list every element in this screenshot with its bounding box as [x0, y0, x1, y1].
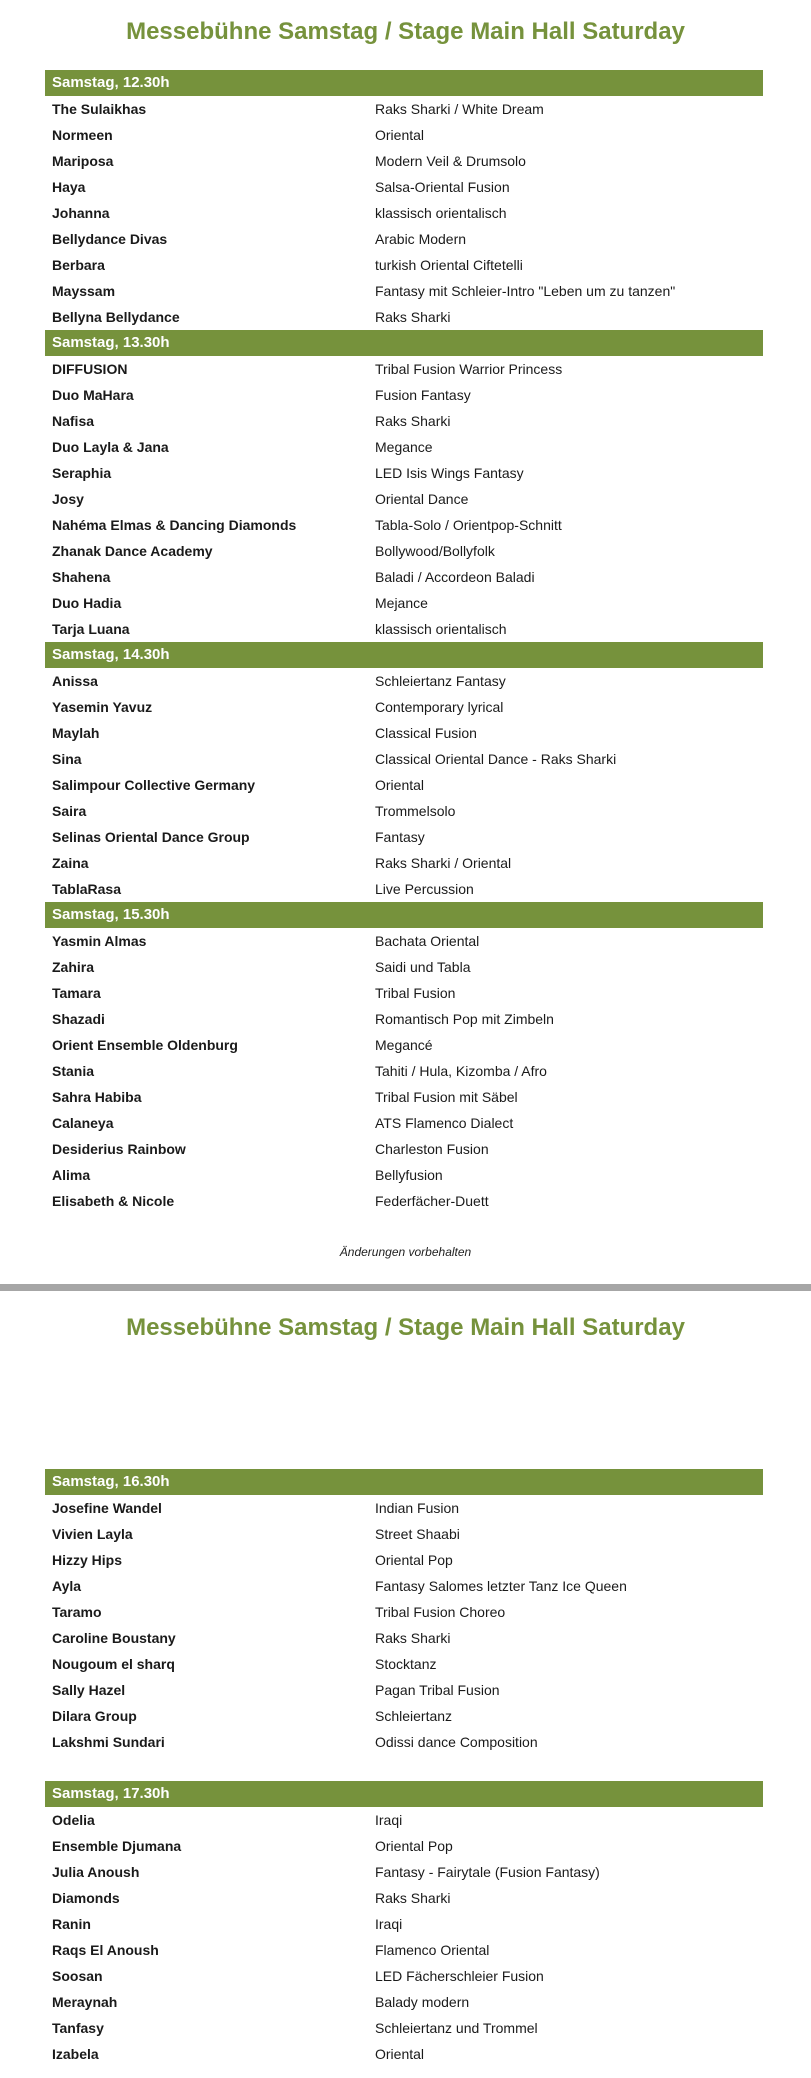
performer-name: Shahena: [52, 569, 111, 585]
performance-row: [45, 538, 763, 564]
performer-name: Shazadi: [52, 1011, 105, 1027]
performance-row: [45, 1136, 763, 1162]
performance-row: [45, 1729, 763, 1755]
performer-name: DIFFUSION: [52, 361, 128, 377]
performer-name: Ensemble Djumana: [52, 1838, 182, 1854]
dance-style: Romantisch Pop mit Zimbeln: [375, 1011, 554, 1027]
performance-row: [45, 1573, 763, 1599]
performance-row: [45, 356, 763, 382]
performer-name: Maylah: [52, 725, 100, 741]
performance-row: [45, 226, 763, 252]
page-title: Messebühne Samstag / Stage Main Hall Saturday: [126, 18, 685, 45]
performance-row: [45, 1006, 763, 1032]
performer-name: Meraynah: [52, 1994, 118, 2010]
dance-style: Tribal Fusion: [375, 985, 456, 1001]
dance-style: Bellyfusion: [375, 1167, 443, 1183]
performance-row: [45, 1032, 763, 1058]
dance-style: Modern Veil & Drumsolo: [375, 153, 526, 169]
performance-row: [45, 720, 763, 746]
performance-row: [45, 1963, 763, 1989]
performer-name: Vivien Layla: [52, 1526, 133, 1542]
performer-name: Johanna: [52, 205, 110, 221]
time-slot-header: Samstag, 13.30h: [45, 330, 763, 356]
dance-style: Iraqi: [375, 1812, 403, 1828]
dance-style: Fantasy - Fairytale (Fusion Fantasy): [375, 1864, 600, 1880]
performer-name: Ranin: [52, 1916, 91, 1932]
time-block: [45, 642, 763, 902]
performance-row: [45, 1521, 763, 1547]
performer-name: Nafisa: [52, 413, 95, 429]
dance-style: Schleiertanz und Trommel: [375, 2020, 538, 2036]
dance-style: Fantasy Salomes letzter Tanz Ice Queen: [375, 1578, 627, 1594]
dance-style: Tabla-Solo / Orientpop-Schnitt: [375, 517, 562, 533]
dance-style: Megancé: [375, 1037, 433, 1053]
time-block: [45, 70, 763, 330]
performance-row: [45, 486, 763, 512]
dance-style: Fantasy: [375, 829, 425, 845]
dance-style: Charleston Fusion: [375, 1141, 489, 1157]
performance-row: [45, 200, 763, 226]
performance-row: [45, 1084, 763, 1110]
dance-style: LED Isis Wings Fantasy: [375, 465, 524, 481]
dance-style: Tribal Fusion Warrior Princess: [375, 361, 563, 377]
performance-row: [45, 96, 763, 122]
performer-name: Tamara: [52, 985, 101, 1001]
performance-row: [45, 1859, 763, 1885]
performer-name: Nahéma Elmas & Dancing Diamonds: [52, 517, 297, 533]
performance-row: [45, 1885, 763, 1911]
performer-name: Julia Anoush: [52, 1864, 140, 1880]
performer-name: Diamonds: [52, 1890, 120, 1906]
performer-name: Haya: [52, 179, 86, 195]
performance-row: [45, 694, 763, 720]
dance-style: Oriental: [375, 777, 425, 793]
dance-style: Arabic Modern: [375, 231, 467, 247]
performer-name: Selinas Oriental Dance Group: [52, 829, 250, 845]
dance-style: Street Shaabi: [375, 1526, 460, 1542]
performance-row: [45, 304, 763, 330]
performer-name: Zahira: [52, 959, 95, 975]
dance-style: Flamenco Oriental: [375, 1942, 490, 1958]
dance-style: Oriental: [375, 127, 425, 143]
performance-row: [45, 1989, 763, 2015]
performance-row: [45, 824, 763, 850]
time-slot-header: Samstag, 14.30h: [45, 642, 763, 668]
performance-row: [45, 564, 763, 590]
dance-style: ATS Flamenco Dialect: [375, 1115, 514, 1131]
performer-name: Seraphia: [52, 465, 112, 481]
performance-row: [45, 408, 763, 434]
performer-name: Bellyna Bellydance: [52, 309, 180, 325]
performer-name: Salimpour Collective Germany: [52, 777, 256, 793]
performer-name: Tanfasy: [52, 2020, 104, 2036]
performer-name: Lakshmi Sundari: [52, 1734, 165, 1750]
dance-style: Classical Fusion: [375, 725, 477, 741]
time-block: [45, 1781, 763, 2067]
performance-row: [45, 980, 763, 1006]
dance-style: Raks Sharki / Oriental: [375, 855, 512, 871]
performance-row: [45, 928, 763, 954]
time-block: [45, 1469, 763, 1755]
dance-style: Stocktanz: [375, 1656, 437, 1672]
dance-style: Federfächer-Duett: [375, 1193, 489, 1209]
performer-name: Elisabeth & Nicole: [52, 1193, 175, 1209]
performer-name: Sina: [52, 751, 82, 767]
performer-name: Saira: [52, 803, 87, 819]
performer-name: Josefine Wandel: [52, 1500, 162, 1516]
performance-row: [45, 876, 763, 902]
performance-row: [45, 1807, 763, 1833]
performance-row: [45, 148, 763, 174]
performer-name: Tarja Luana: [52, 621, 130, 637]
time-block: [45, 330, 763, 642]
performer-name: Duo MaHara: [52, 387, 134, 403]
performance-row: [45, 772, 763, 798]
performance-row: [45, 434, 763, 460]
performer-name: Zhanak Dance Academy: [52, 543, 213, 559]
dance-style: Indian Fusion: [375, 1500, 460, 1516]
performer-name: Mariposa: [52, 153, 114, 169]
dance-style: Fantasy mit Schleier-Intro "Leben um zu tanzen": [375, 283, 676, 299]
dance-style: Balady modern: [375, 1994, 470, 2010]
performance-row: [45, 1625, 763, 1651]
page-divider: [0, 1284, 811, 1291]
performance-row: [45, 798, 763, 824]
dance-style: Megance: [375, 439, 433, 455]
performer-name: Taramo: [52, 1604, 102, 1620]
dance-style: Raks Sharki: [375, 309, 451, 325]
dance-style: LED Fächerschleier Fusion: [375, 1968, 544, 1984]
dance-style: Pagan Tribal Fusion: [375, 1682, 500, 1698]
dance-style: Tahiti / Hula, Kizomba / Afro: [375, 1063, 547, 1079]
performance-row: [45, 512, 763, 538]
performer-name: Caroline Boustany: [52, 1630, 176, 1646]
dance-style: Tribal Fusion mit Säbel: [375, 1089, 518, 1105]
performance-row: [45, 1677, 763, 1703]
performer-name: Anissa: [52, 673, 98, 689]
dance-style: Schleiertanz Fantasy: [375, 673, 506, 689]
performer-name: Nougoum el sharq: [52, 1656, 175, 1672]
dance-style: Saidi und Tabla: [375, 959, 471, 975]
time-slot-header: Samstag, 16.30h: [45, 1469, 763, 1495]
dance-style: Salsa-Oriental Fusion: [375, 179, 510, 195]
dance-style: Mejance: [375, 595, 428, 611]
dance-style: Raks Sharki: [375, 1890, 451, 1906]
performer-name: Sally Hazel: [52, 1682, 126, 1698]
performer-name: Mayssam: [52, 283, 116, 299]
dance-style: Bollywood/Bollyfolk: [375, 543, 495, 559]
dance-style: turkish Oriental Ciftetelli: [375, 257, 523, 273]
dance-style: Iraqi: [375, 1916, 403, 1932]
time-slot-header: Samstag, 17.30h: [45, 1781, 763, 1807]
dance-style: Oriental Dance: [375, 491, 469, 507]
dance-style: Bachata Oriental: [375, 933, 480, 949]
performance-row: [45, 746, 763, 772]
dance-style: Live Percussion: [375, 881, 474, 897]
performer-name: Alima: [52, 1167, 91, 1183]
performance-row: [45, 1911, 763, 1937]
performance-row: [45, 954, 763, 980]
performer-name: Raqs El Anoush: [52, 1942, 159, 1958]
dance-style: Fusion Fantasy: [375, 387, 471, 403]
performance-row: [45, 616, 763, 642]
performance-row: [45, 382, 763, 408]
performer-name: Stania: [52, 1063, 95, 1079]
dance-style: Contemporary lyrical: [375, 699, 504, 715]
dance-style: Raks Sharki / White Dream: [375, 101, 544, 117]
dance-style: Classical Oriental Dance - Raks Sharki: [375, 751, 617, 767]
performance-row: [45, 1110, 763, 1136]
performer-name: Yasemin Yavuz: [52, 699, 153, 715]
performance-row: [45, 1703, 763, 1729]
dance-style: Raks Sharki: [375, 1630, 451, 1646]
performer-name: Calaneya: [52, 1115, 114, 1131]
time-slot-header: Samstag, 15.30h: [45, 902, 763, 928]
performer-name: Soosan: [52, 1968, 103, 1984]
dance-style: klassisch orientalisch: [375, 621, 507, 637]
performance-row: [45, 590, 763, 616]
dance-style: Oriental Pop: [375, 1838, 453, 1854]
dance-style: Oriental Pop: [375, 1552, 453, 1568]
performance-row: [45, 850, 763, 876]
performer-name: The Sulaikhas: [52, 101, 147, 117]
performance-row: [45, 2015, 763, 2041]
page-title: Messebühne Samstag / Stage Main Hall Saturday: [126, 1314, 685, 1341]
performer-name: Orient Ensemble Oldenburg: [52, 1037, 238, 1053]
performance-row: [45, 1162, 763, 1188]
performance-row: [45, 1651, 763, 1677]
performer-name: Hizzy Hips: [52, 1552, 123, 1568]
performance-row: [45, 1058, 763, 1084]
performance-row: [45, 460, 763, 486]
dance-style: Schleiertanz: [375, 1708, 453, 1724]
performance-row: [45, 174, 763, 200]
performance-row: [45, 122, 763, 148]
performance-row: [45, 1188, 763, 1214]
performer-name: Ayla: [52, 1578, 82, 1594]
performer-name: TablaRasa: [52, 881, 121, 897]
time-slot-header: Samstag, 12.30h: [45, 70, 763, 96]
performance-row: [45, 252, 763, 278]
dance-style: Odissi dance Composition: [375, 1734, 538, 1750]
performance-row: [45, 668, 763, 694]
performance-row: [45, 1495, 763, 1521]
dance-style: Tribal Fusion Choreo: [375, 1604, 506, 1620]
dance-style: klassisch orientalisch: [375, 205, 507, 221]
time-block: [45, 902, 763, 1214]
performer-name: Dilara Group: [52, 1708, 137, 1724]
performance-row: [45, 1599, 763, 1625]
performer-name: Odelia: [52, 1812, 95, 1828]
performer-name: Sahra Habiba: [52, 1089, 142, 1105]
performer-name: Duo Layla & Jana: [52, 439, 169, 455]
performer-name: Desiderius Rainbow: [52, 1141, 186, 1157]
performance-row: [45, 2041, 763, 2067]
dance-style: Baladi / Accordeon Baladi: [375, 569, 535, 585]
performance-row: [45, 1937, 763, 1963]
performer-name: Yasmin Almas: [52, 933, 147, 949]
performance-row: [45, 278, 763, 304]
performer-name: Normeen: [52, 127, 113, 143]
performer-name: Duo Hadia: [52, 595, 122, 611]
performer-name: Izabela: [52, 2046, 99, 2062]
performer-name: Josy: [52, 491, 84, 507]
performer-name: Bellydance Divas: [52, 231, 168, 247]
performance-row: [45, 1547, 763, 1573]
performer-name: Zaina: [52, 855, 89, 871]
performer-name: Berbara: [52, 257, 105, 273]
disclaimer-note: Änderungen vorbehalten: [339, 1245, 472, 1259]
dance-style: Oriental: [375, 2046, 425, 2062]
dance-style: Trommelsolo: [375, 803, 456, 819]
dance-style: Raks Sharki: [375, 413, 451, 429]
performance-row: [45, 1833, 763, 1859]
